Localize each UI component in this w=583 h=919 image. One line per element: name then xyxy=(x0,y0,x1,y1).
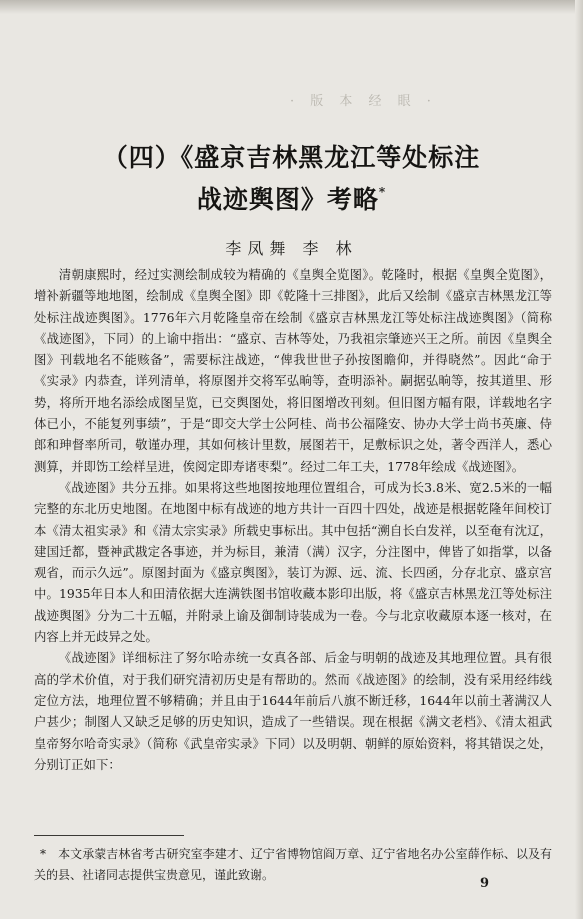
article-title-line-1: （四）《盛京吉林黑龙江等处标注 xyxy=(102,143,481,172)
footnote-marker: * xyxy=(378,185,387,199)
article-title-line-2 xyxy=(30,180,553,216)
scan-top-edge xyxy=(0,0,583,14)
scan-right-edge xyxy=(575,0,583,919)
article-title-text: 战迹舆图》考略 xyxy=(196,185,379,214)
authors: 李凤舞 李 林 xyxy=(225,239,358,258)
footnote: * 本文承蒙吉林省考古研究室李建才、辽宁省博物馆阎万章、辽宁省地名办公室薛作标、以及有关的县、社诸同志提供宝贵意见，谨此致谢。 xyxy=(34,847,552,882)
paragraph: 《战迹图》共分五排。如果将这些地图按地理位置组合，可成为长3.8米、宽2.5米的一幅完整的东北历史地图。在地图中标有战迹的地方共计一百四十四处，战迹是根据乾隆年间校订本《清太祖实录》和《清太宗实录》所载史事标出。其中包括“溯自长白发祥，以至奄有沈辽，建国迁都，暨神武戡定各事迹，并为标目，兼清（满）汉字，分注图中，俾皆了如指掌，以备观省，而示久远”。原图封面为《盛京舆图》，装订为源、远、流、长四函，分存北京、盛京宫中。1935年日本人和田清依据大连满铁图书馆收藏本影印出版，将《盛京吉林黑龙江等处标注战迹舆图》分为二十五幅，并附录上谕及御制诗装成为一卷。今与北京收藏原本逐一核对，在内容上并无歧异之处。 xyxy=(34,479,552,645)
article-body xyxy=(34,264,552,775)
paragraph: 《战迹图》详细标注了努尔哈赤统一女真各部、后金与明朝的战迹及其地理位置。具有很高的学术价值，对于我们研究清初历史是有帮助的。然而《战迹图》的绘制，没有采用经纬线定位方法，地理位置不够精确；并且由于1644年前后八旗不断迁移，1644年以前土著满汉人户甚少；制图人又缺乏足够的历史知识，造成了一些错误。现在根据《满文老档》、《清太祖武皇帝努尔哈奇实录》（简称《武皇帝实录》下同）以及明朝、朝鲜的原始资料，将其错误之处，分别订正如下： xyxy=(34,650,552,772)
page-number: 9 xyxy=(480,876,490,891)
footnote-divider xyxy=(34,835,184,836)
paragraph: 清朝康熙时，经过实测绘制成较为精确的《皇舆全览图》。乾隆时，根据《皇舆全览图》，增补新疆等地地图，绘制成《皇舆全图》即《乾隆十三排图》，此后又绘制《盛京吉林黑龙江等处标注战迹舆图》。1776年六月乾隆皇帝在绘制《盛京吉林黑龙江等处标注战迹舆图》（简称《战迹图》，下同）的上谕中指出：“盛京、吉林等处，乃我祖宗肇迹兴王之所。前因《皇舆全图》刊载地名不能赅备”，需要标注战迹，“俾我世世子孙按图瞻仰，并得晓然”。因此“命于《实录》内恭查，详列清单，将原图并交将军弘晌等，查明添补。嗣据弘晌等，按其道里、形势，将所开地名添绘成图呈览，已交舆图处，将旧图增改刊刻。但旧图方幅有限，详载地名字体已小，不能复列事绩”，于是“即交大学士公阿桂、尚书公福隆安、协办大学士尚书英廉、侍郎和珅督率所司，敬谨办理，其如何核计里数，展图若干，足敷标识之处，著令西洋人，悉心测算，并即饬工绘样呈进，俟阅定即寿诸枣梨”。经过二年工夫，1778年绘成《战迹图》。 xyxy=(34,267,552,474)
running-head: · 版 本 经 眼 · xyxy=(290,94,437,109)
